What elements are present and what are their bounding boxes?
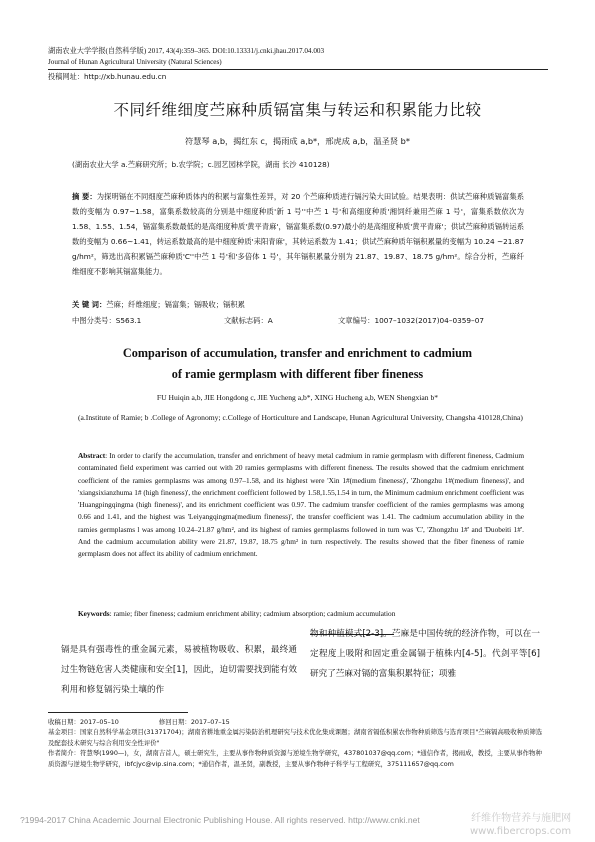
journal-header	[48, 46, 324, 68]
en-abstract	[78, 450, 524, 561]
clc-number: 中图分类号：S563.1	[72, 316, 142, 325]
cn-title: 不同纤维细度苎麻种质镉富集与转运和积累能力比较	[113, 101, 482, 119]
cn-abstract-label: 摘 要：	[72, 192, 97, 201]
document-code: 文献标志码：A	[224, 316, 273, 325]
submission-site[interactable]: 投稿网址：http://xb.hunau.edu.cn	[48, 72, 167, 81]
en-keywords-text: : ramie; fiber fineness; cadmium enrichment ability; cadmium absorption; cadmium accumulation	[109, 609, 396, 618]
header-rule	[48, 69, 548, 70]
received-date: 收稿日期：2017–05–10	[48, 718, 119, 726]
fund-info: 基金项目：国家自然科学基金项目(31371704)；湖南省耕地重金属污染防治机理研究与技术优化集成课题；湖南省镉低积累农作物种质筛选与选育项目"苎麻镉高吸收种质筛选及配套技术研究与综合利用安全性评价"	[48, 728, 543, 747]
journal-cn-line: 湖南农业大学学报(自然科学版) 2017, 43(4):359–365. DOI:10.13331/j.cnki.jhau.2017.04.003	[48, 47, 325, 55]
body-left-column: 镉是具有强毒性的重金属元素，易被植物吸收、积累，最终通过生物链危害人类健康和安全[1]，因此，迫切需要找到能有效利用和修复镉污染土壤的作	[61, 645, 297, 695]
body-right-column: 物和种植模式[2-3]。苎麻是中国传统的经济作物，可以在一定程度上吸附和固定重金属镉于植株内[4-5]。代剑平等[6]研究了苎麻对镉的富集积累特征；项雅	[310, 629, 540, 679]
cn-authors: 符慧琴 a,b，揭红东 c，揭雨成 a,b*，邢虎成 a,b，温圣贤 b*	[185, 136, 410, 146]
en-abstract-text: : In order to clarify the accumulation, transfer and enrichment of heavy metal cadmium in ramie germplasm with different fineness, Cadmium contaminated field experiment was carried out with 20 ramies germplasms with different fineness. The results showed that the cadmium enrichment coefficient of the ramies germplasms was among 0.97–1.58, and its highest were 'Xin 1#(medium fineness)', 'Zhongzhu 1#(medium fineness)', and 'xiangsixianzhuma 1# (high fineness)', the enrichment coefficient followed by 1.58,1.55,1.54 in turn, the Minimum cadmium enrichment coefficient was 'Huangpingqingma (high fineness)', and its enrichment coefficient was 0.97. The cadmium transfer coefficient of the ramies germplasms was among 0.66 and 1.41, and the highest was 'Leiyangqingma(medium fineness)', the transfer coefficient was 1.41. The cadmium accumulation ability in the ramies germplasms l was among 10.24–21.87 g/hm², and its highest of ramies germplasms followed in turn was 'C', 'Zhongzhu 1#' and 'Duobeiti 1#'. And the cadmium accumulation ability were 21.87, 19.87, 18.75 g/hm² in turn respectively. The results showed that the fiber fineness of ramie germplasm does not affect its ability of cadmium enrichment.	[78, 451, 524, 559]
cn-affiliation: (湖南农业大学 a.苎麻研究所；b.农学院；c.园艺园林学院，湖南 长沙 410128)	[72, 160, 330, 169]
article-number: 文章编号：1007–1032(2017)04–0359–07	[338, 316, 484, 325]
author-info: 作者简介：符慧琴(1990—)，女，湖南吉首人，硕士研究生，主要从事作物种质资源与逆境生物学研究，437801037@qq.com；*通信作者，揭雨成，教授，主要从事作物种质资源与逆境生物学研究，ibfcjyc@vip.sina.com；*通信作者，温圣贤，副教授，主要从事作物种子科学与工程研究，375111657@qq.com	[48, 749, 542, 768]
en-keywords	[78, 609, 524, 618]
en-title	[0, 343, 595, 385]
cn-abstract-text: 为探明镉在不同细度苎麻种质体内的积累与富集性差异，对 20 个苎麻种质进行镉污染大田试验。结果表明：供试苎麻种质镉富集系数的变幅为 0.97~1.58，富集系数较高的分别是中细度种质'新 1 号''中苎 1 号'和高细度种质'湘饲纤兼用苎麻 1 号'，富集系数依次为 1.58、1.55、1.54，镉富集系数最低的是高细度种质'黄平青麻'，镉富集系数(0.97)最小的是高细度种质'黄平青麻'；供试苎麻种质镉转运系数的变幅为 0.66~1.41，转运系数最高的是中细度种质'耒阳青麻'，其转运系数为 1.41；供试苎麻种质年镉积累量的变幅为 10.24 ~21.87 g/hm²，筛选出高积累镉苎麻种质'C''中苎 1 号'和'多倍体 1 号'，其年镉积累量分别为 21.87、19.87、18.75 g/hm²。综合分析，苎麻纤维细度不影响其镉富集能力。	[72, 192, 524, 276]
watermark	[470, 812, 571, 838]
cn-keywords-text: 苎麻；纤维细度；镉富集；镉吸收；镉积累	[106, 300, 245, 309]
watermark-cn: 纤维作物营养与施肥网	[471, 813, 572, 824]
cn-keywords-label: 关 键 词：	[72, 300, 107, 309]
en-authors: FU Huiqin a,b, JIE Hongdong c, JIE Yucheng a,b*, XING Hucheng a,b, WEN Shengxian b*	[156, 393, 439, 402]
en-title-line1: Comparison of accumulation, transfer and enrichment to cadmium	[122, 346, 473, 360]
revised-date: 修回日期：2017–07–15	[158, 718, 230, 726]
dates-row	[48, 717, 548, 727]
cn-keywords	[72, 300, 245, 310]
en-abstract-label: Abstract	[78, 451, 106, 460]
en-title-line2: of ramie germplasm with different fiber fineness	[171, 367, 424, 381]
journal-en-line: Journal of Hunan Agricultural University (Natural Sciences)	[48, 58, 222, 66]
footnote-rule	[48, 712, 188, 713]
watermark-en: www.fibercrops.com	[470, 826, 572, 837]
footnote	[48, 717, 548, 769]
en-affiliation: (a.Institute of Ramie; b .College of Agronomy; c.College of Horticulture and Landscape, Hunan Agricultural University, Changsha 410128,China)	[78, 413, 523, 422]
cn-abstract	[72, 190, 524, 279]
copyright-line: ?1994-2017 China Academic Journal Electronic Publishing House. All rights reserved. http://www.cnki.net	[20, 815, 420, 825]
en-keywords-label: Keywords	[78, 609, 110, 618]
